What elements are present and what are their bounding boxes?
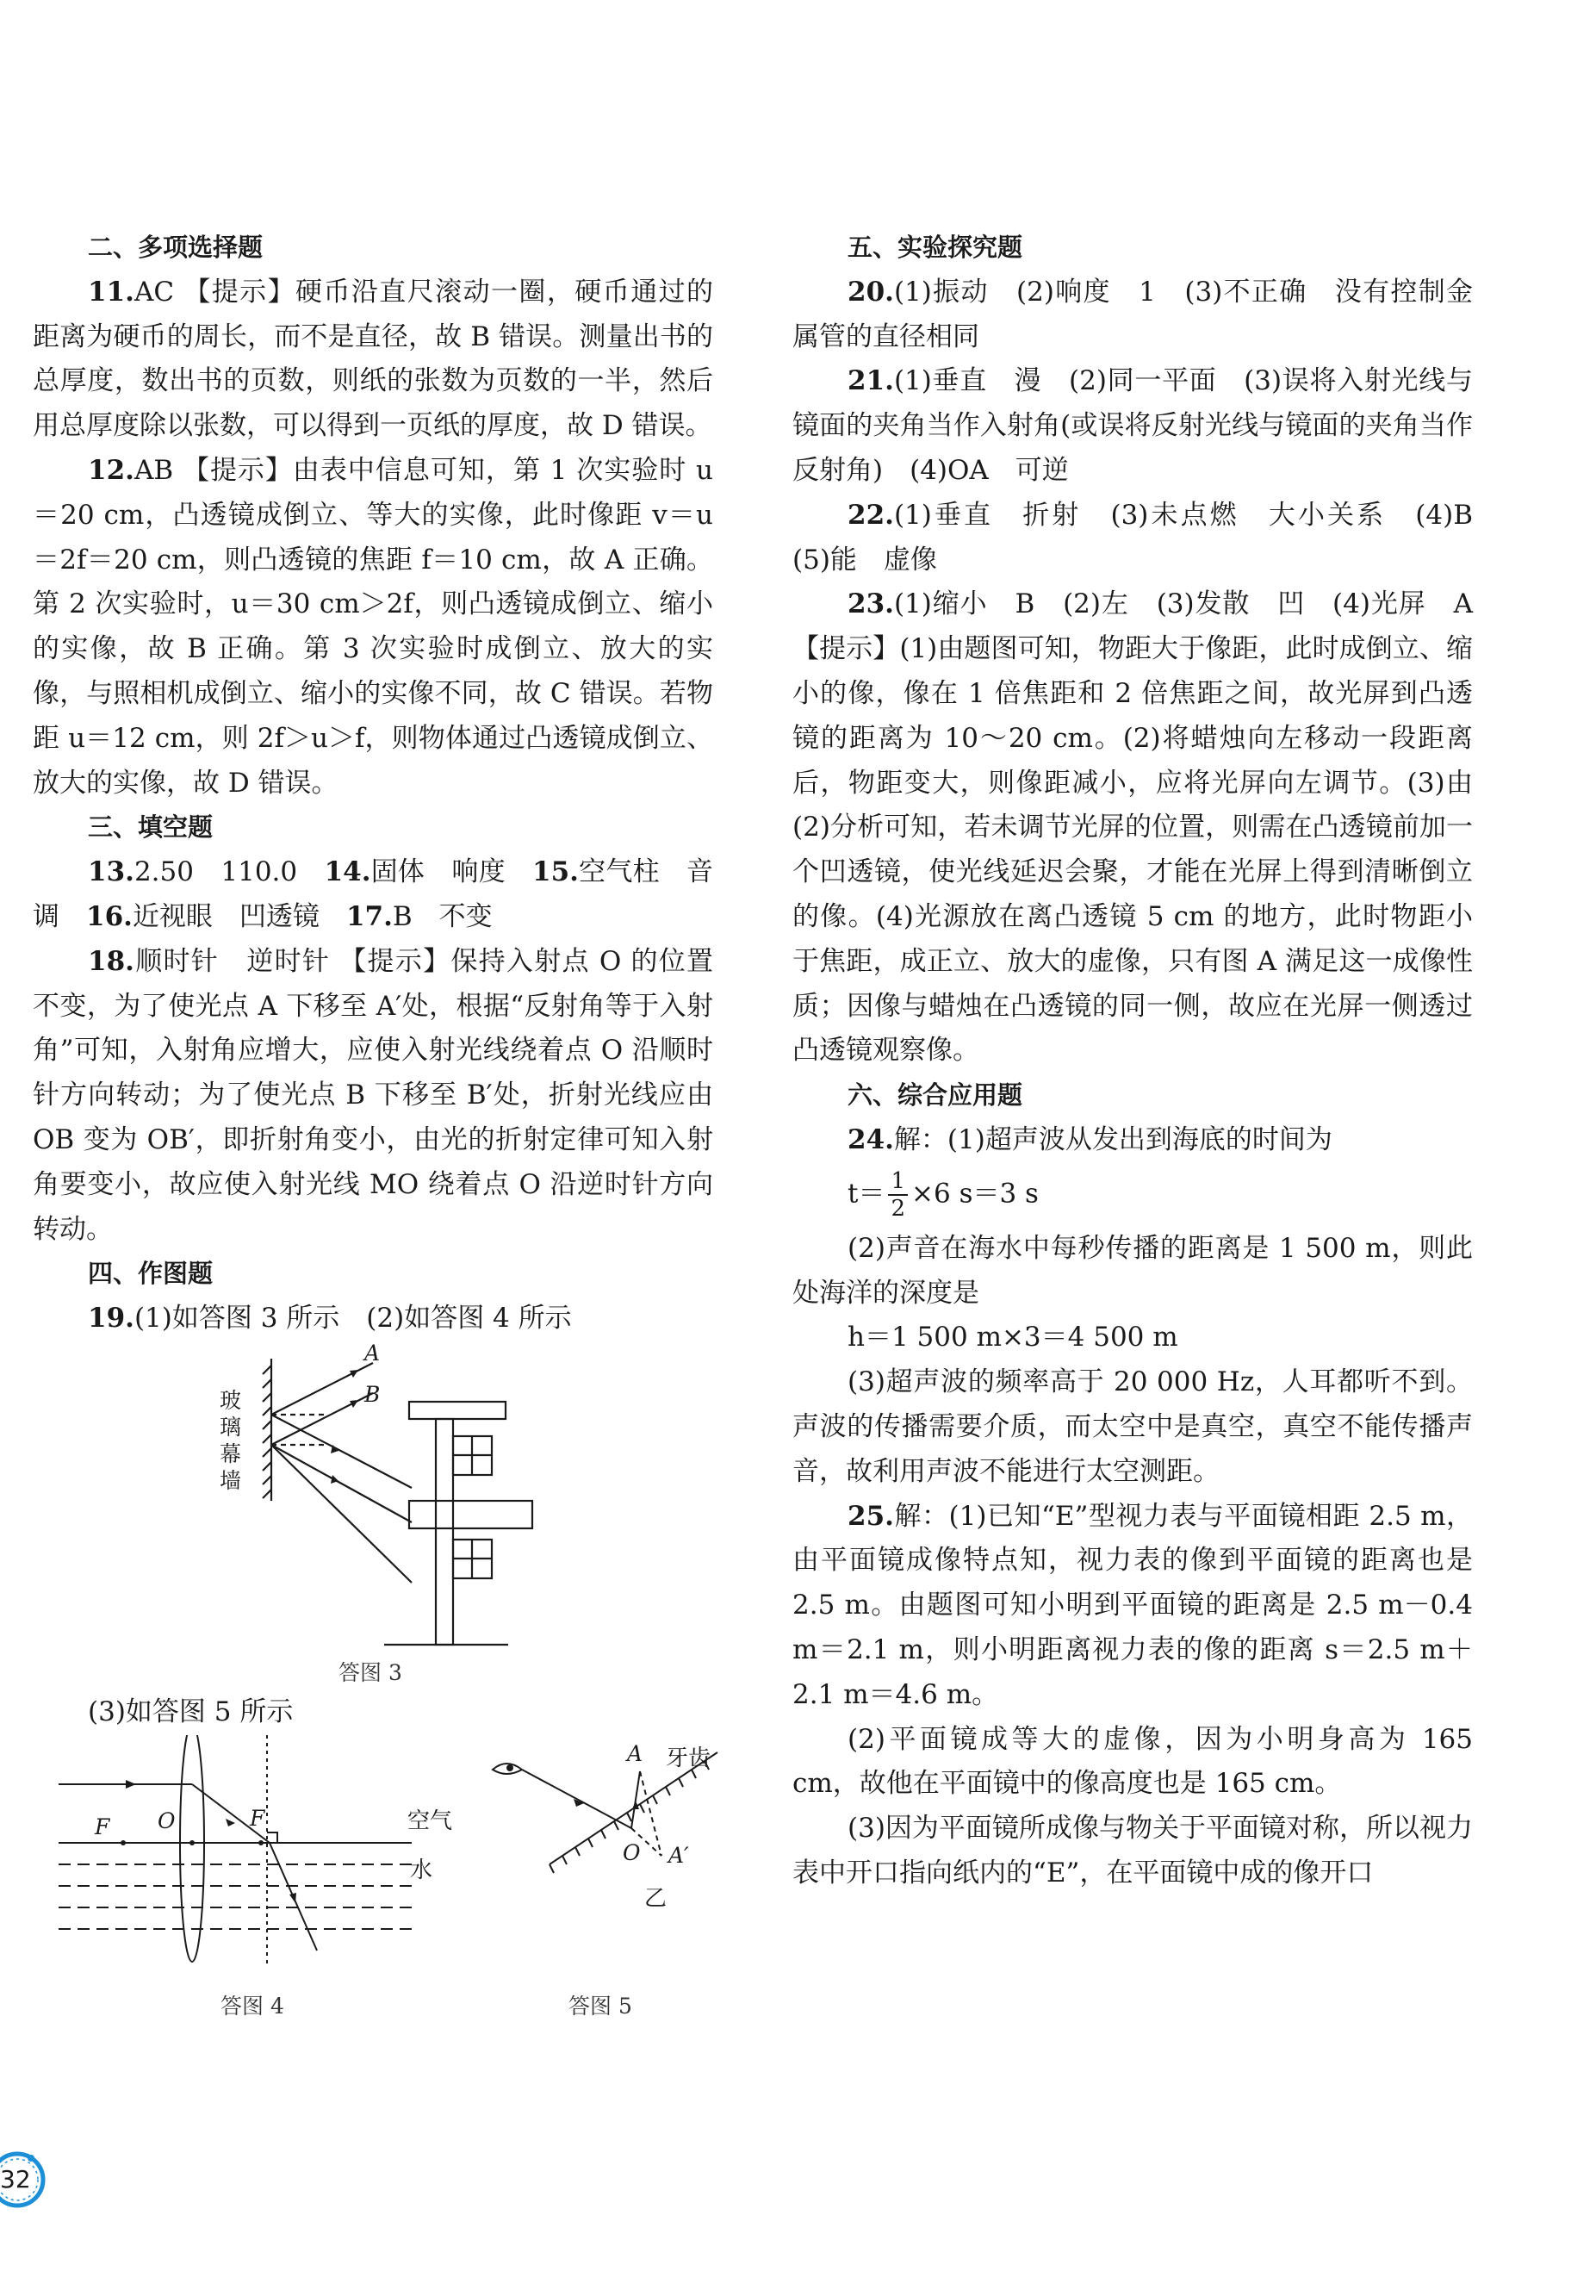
answer-22: 22.(1)垂直 折射 (3)未点燃 大小关系 (4)B (5)能 虚像 [792,499,1500,576]
figure-5-caption: 答图 5 [568,1993,632,2019]
figures-4-5 [33,1735,713,2028]
answer-25-part1: 25.解：(1)已知“E”型视力表与平面镜相距 2.5 m，由平面镜成像特点知，视力表的像到平面镜的距离也是 2.5 m。由题图可知小明到平面镜的距离是 2.5 m－0.4 m＝2.1 m，则小明距离视力表的像的距离 s＝2.5 m＋2.1 m＝4.6 m。 [792,1500,1473,1710]
figure-5-label-o: O [623,1839,641,1865]
section-heading-drawing: 四、作图题 [88,1259,214,1289]
figure-3 [33,1341,713,1690]
equation-time: t＝ $\frac{1}{2}$ ×6 s＝3 s [848,1167,1039,1222]
answer-11: 11.AC 【提示】硬币沿直尺滚动一圈，硬币通过的距离为硬币的周长，而不是直径，故 B 错误。测量出书的总厚度，数出书的页数，则纸的张数为页数的一半，然后用总厚度除以张数，可以得到一页纸的厚度，故 D 错误。 [33,276,713,442]
figure-5-label-teeth: 牙齿 [666,1745,711,1771]
figure-5-sub-label: 乙 [644,1885,668,1912]
fraction-half: $\frac{1}{2}$ [888,1168,908,1222]
figure-3-label-b: B [364,1381,381,1407]
answer-20: 20.(1)振动 (2)响度 1 (3)不正确 没有控制金属管的直径相同 [792,276,1473,352]
figure-3-diagram [33,1341,713,1652]
answer-18: 18.顺时针 逆时针 【提示】保持入射点 O 的位置不变，为了使光点 A 下移至 A′处，根据“反射角等于入射角”可知，入射角应增大，应使入射光线绕着点 O 沿顺时针方向转动；为了使光点 B 下移至 B′处，折射光线应由 OB 变为 OB′，即折射角变小，由光的折射定律可知入射角要变小，故应使入射光线 MO 绕着点 O 沿逆时针方向转动。 [33,945,713,1245]
section-heading-multiple-choice: 二、多项选择题 [88,233,264,262]
figure-4-label-water: 水 [410,1857,433,1883]
figure-4-label-o: O [158,1808,176,1833]
answer-23: 23.(1)缩小 B (2)左 (3)发散 凹 (4)光屏 A 【提示】(1)由题图可知，物距大于像距，此时成倒立、缩小的像，像在 1 倍焦距和 2 倍焦距之间，故光屏到凸透镜的距离为 10～20 cm。(2)将蜡烛向左移动一段距离后，物距变大，则像距减小，应将光屏向左调节。(3)由(2)分析可知，若未调节光屏的位置，则需在凸透镜前加一个凹透镜，使光线延迟会聚，才能在光屏上得到清晰倒立的像。(4)光源放在离凸透镜 5 cm 的地方，此时物距小于焦距，成正立、放大的虚像，只有图 A 满足这一成像性质；因像与蜡烛在凸透镜的同一侧，故应在光屏一侧透过凸透镜观察像。 [792,588,1473,1067]
answer-25-part2: (2)平面镜成等大的虚像，因为小明身高为 165 cm，故他在平面镜中的像高度也是 165 cm。 [792,1723,1473,1800]
figure-4-diagram [33,1735,481,1976]
figure-3-caption: 答图 3 [338,1659,402,1685]
answer-21: 21.(1)垂直 漫 (2)同一平面 (3)误将入射光线与镜面的夹角当作入射角(或误将反射光线与镜面的夹角当作反射角) (4)OA 可逆 [792,365,1473,486]
section-heading-fill-blank: 三、填空题 [88,812,214,843]
section-heading-experiment: 五、实验探究题 [848,233,1023,262]
section-heading-application: 六、综合应用题 [848,1080,1023,1111]
figure-3-label-a: A [364,1341,381,1366]
figure-4-label-f1: F [95,1814,110,1839]
figure-5-diagram [481,1735,739,1985]
equation-depth: h＝1 500 m×3＝4 500 m [848,1322,1178,1353]
answer-24-part2: (2)声音在海水中每秒传播的距离是 1 500 m，则此处海洋的深度是 [792,1232,1473,1309]
figure-3-wall-label: 玻璃幕墙 [216,1388,242,1496]
figure-5-label-a: A [627,1740,643,1766]
page-number: 32 [0,2165,31,2193]
answer-25-part3: (3)因为平面镜所成像与物关于平面镜对称，所以视力表中开口指向纸内的“E”，在平面镜中成的像开口 [792,1813,1473,1888]
answer-19: 19.(1)如答图 3 所示 (2)如答图 4 所示 [88,1303,572,1335]
page-number-badge [0,2150,60,2210]
figure-4-label-f2: F [250,1805,265,1831]
answer-24-part3: (3)超声波的频率高于 20 000 Hz，人耳都听不到。声波的传播需要介质，而太空中是真空，真空不能传播声音，故利用声波不能进行太空测距。 [792,1366,1473,1487]
answer-19-3: (3)如答图 5 所示 [88,1696,294,1727]
figure-4-label-air: 空气 [407,1808,453,1834]
figure-5-label-a-prime: A′ [668,1842,689,1868]
left-column [33,226,713,2028]
right-column [792,226,1500,1896]
figure-4-caption: 答图 4 [220,1993,284,2019]
answers-13-17: 13.2.50 110.0 14.固体 响度 15.空气柱 音调 16.近视眼 凹透镜 17.B 不变 [33,856,714,932]
answer-12: 12.AB 【提示】由表中信息可知，第 1 次实验时 u＝20 cm，凸透镜成倒立、等大的实像，此时像距 v＝u＝2f＝20 cm，则凸透镜的焦距 f＝10 cm，故 A 正确。第 2 次实验时，u＝30 cm＞2f，则凸透镜成倒立、缩小的实像，故 B 正确。第 3 次实验时成倒立、放大的实像，与照相机成倒立、缩小的实像不同，故 C 错误。若物距 u＝12 cm，则 2f＞u＞f，则物体通过凸透镜成倒立、放大的实像，故 D 错误。 [33,454,713,799]
answer-24-part1: 24.解：(1)超声波从发出到海底的时间为 [848,1123,1332,1155]
